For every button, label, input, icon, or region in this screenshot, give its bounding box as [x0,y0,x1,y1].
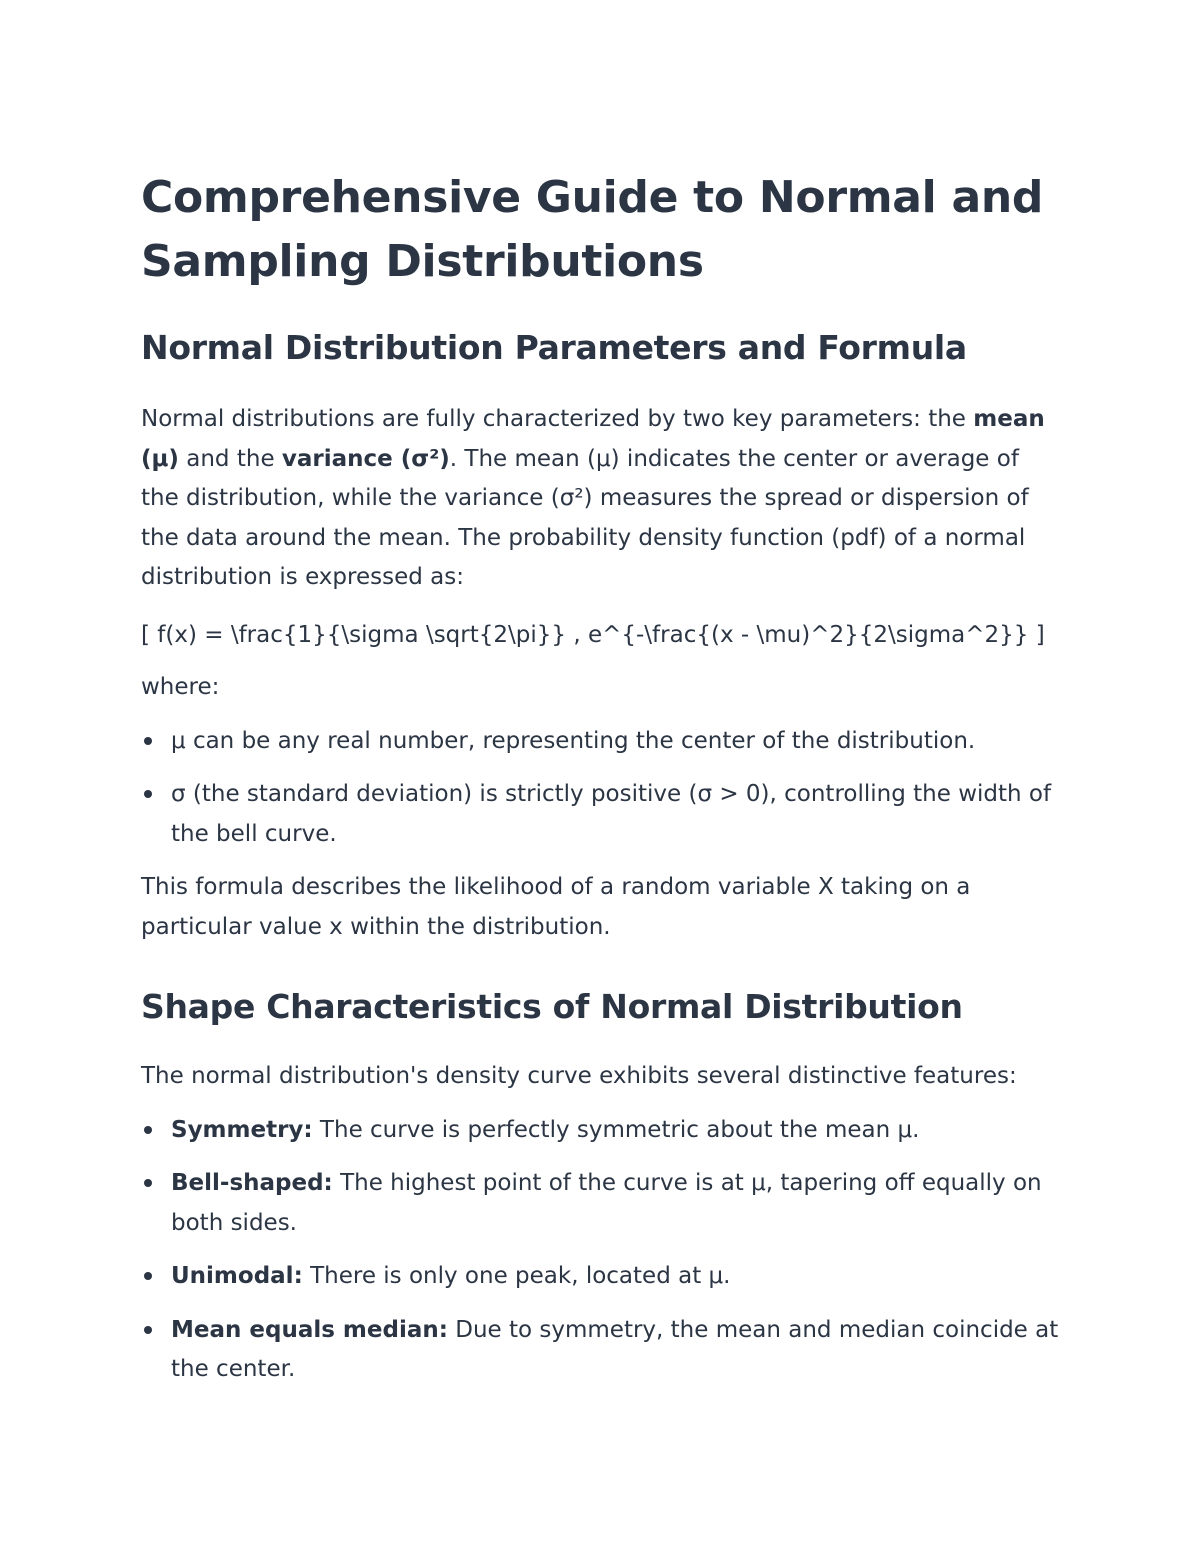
list-item [141,722,1061,762]
section-heading-parameters: Normal Distribution Parameters and Formula [141,328,967,367]
variance-term: variance (σ²) [281,445,450,472]
intro-text-3: . The mean (μ) indicates the center or average of the distribution, while the variance (σ²) measures the spread or dispersion of the data around the mean. The probability density function (pdf) of a normal distribution is expressed as: [141,445,1029,590]
bullet-dot-icon [144,790,152,798]
list-item [141,1257,1061,1297]
feature-label: Symmetry: [171,1116,313,1143]
feature-text: There is only one peak, located at μ. [302,1263,731,1289]
mean-term: mean (μ) [141,406,1045,472]
document-page [141,166,1061,1390]
list-item [141,1111,1061,1151]
bullet-dot-icon [144,737,152,745]
list-item [141,775,1061,854]
feature-text: The curve is perfectly symmetric about the mean μ. [312,1116,920,1143]
page-title: Comprehensive Guide to Normal and Sampling Distributions [141,172,1044,287]
feature-label: Bell-shaped: [171,1170,333,1196]
pdf-formula: [ f(x) = \frac{1}{\sigma \sqrt{2\pi}} , e^{-\frac{(x - \mu)^2}{2\sigma^2}} ] [141,621,1045,648]
parameters-intro-paragraph [141,400,1061,598]
section-heading-shape: Shape Characteristics of Normal Distribution [141,987,963,1026]
feature-label: Mean equals median: [171,1316,448,1343]
bullet-dot-icon [144,1272,152,1280]
bullet-dot-icon [144,1326,152,1334]
intro-text-1: Normal distributions are fully characterized by two key parameters: the [141,406,974,432]
bullet-dot-icon [144,1179,152,1187]
feature-label: Unimodal: [171,1263,303,1289]
list-item-text: σ (the standard deviation) is strictly positive (σ > 0), controlling the width of the bell curve. [171,781,1052,847]
intro-text-2: and the [178,445,282,472]
parameter-list [141,722,1061,855]
list-item [141,1164,1061,1243]
feature-text: Due to symmetry, the mean and median coincide at the center. [171,1316,1059,1382]
feature-text: The highest point of the curve is at μ, tapering off equally on both sides. [171,1170,1042,1236]
list-item [141,1311,1061,1390]
bullet-dot-icon [144,1126,152,1134]
shape-features-list [141,1111,1061,1390]
formula-description-paragraph: This formula describes the likelihood of a random variable X taking on a particular value x within the distribution. [141,874,971,940]
where-label: where: [141,674,220,700]
list-item-text: μ can be any real number, representing the center of the distribution. [171,727,976,754]
shape-intro-paragraph: The normal distribution's density curve exhibits several distinctive features: [141,1063,1017,1089]
